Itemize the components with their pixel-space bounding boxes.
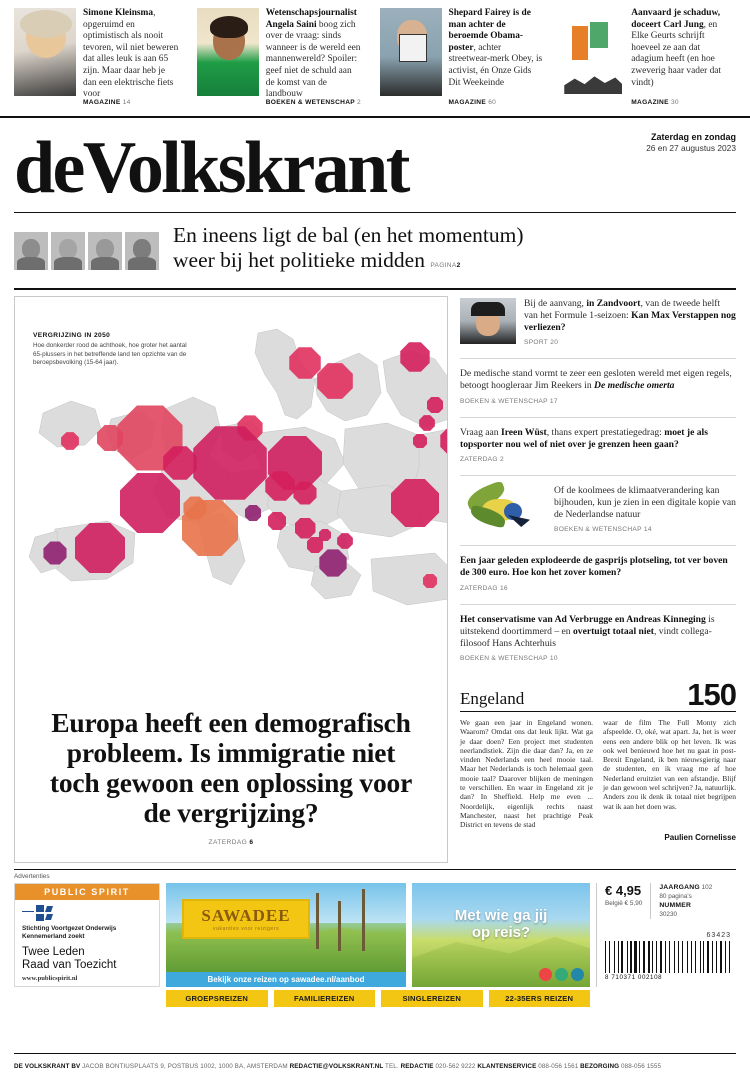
columnist-column-2: waar de film The Full Monty zich afspeelde. O, oké, wat apart. Ja, het is weer eens een andere blik op het leven. Ik was ook wel benieuwd hoe het nu gaat in post-Brexit Engeland, ik ben nieuwsgierig naar de studenten, en ik vraag me af hoe Nederland eruitziet van een afstandje. Blijf je dan gewoon wel schrijven? Ja, natuurlijk. Anders zou ik denk ik totaal niet begrijpen wat ik aan het doen was. [603, 717, 736, 811]
teaser-illustration-carl-jung [562, 8, 624, 96]
lead-story-section-ref[interactable]: ZATERDAG 6 [208, 839, 254, 846]
ad-public-spirit-banner: PUBLIC SPIRIT [15, 884, 159, 900]
rail-item[interactable] [460, 359, 736, 417]
ad-public-spirit-role: Twee Leden Raad van Toezicht [22, 945, 117, 971]
illustration-koolmees-bird [460, 485, 546, 536]
map-octagon-marker [268, 512, 287, 531]
rail-item-text: Het conservatisme van Ad Verbrugge en Andreas Kinneging is uitstekend doortimmerd – en overtuigt totaal niet, vindt collega-filosoof Hans Achterhuis BOEKEN & WETENSCHAP 10 [460, 614, 736, 665]
main-content [0, 290, 750, 863]
barcode-number: 8 710371 002108 [605, 974, 663, 981]
map-octagon-marker [295, 518, 316, 539]
issue-number-label: NUMMER [659, 902, 692, 909]
columnist-header [460, 676, 736, 712]
teaser-text [449, 8, 545, 112]
dateline [646, 132, 736, 154]
footer-company: DE VOLKSKRANT BV [14, 1063, 81, 1070]
columnist-title: Engeland [460, 688, 525, 708]
rail-item-section[interactable]: BOEKEN & WETENSCHAP 14 [554, 526, 652, 534]
advertisement-strip [14, 869, 736, 1007]
map-octagon-marker [317, 363, 353, 399]
teaser-photo-simone-kleinsma [14, 8, 76, 96]
ad-travel-companion[interactable] [412, 883, 590, 987]
columnist-episode-number: 150 [687, 676, 736, 712]
columnist-byline: Paulien Cornelisse [664, 832, 736, 842]
teaser-body: , opgeruimd en optimistisch als nooit tevoren, wil niet beweren dat alles leuk is aan 65 zijn. Maar daar heb je dan een elektrische fiets voor [83, 8, 179, 100]
public-spirit-logo-icon [22, 905, 56, 921]
teaser-text [266, 8, 362, 112]
teaser-body: boog zich over de vraag: sinds wanneer is de wereld een mannenwereld? Spoiler: geef niet de schuld aan de komst van de landbouw [265, 19, 361, 100]
teaser-body: , achter streetwear-merk Obey, is activist, én Onze Gids Dit Weekeinde [448, 42, 543, 88]
teaser-item[interactable] [14, 8, 188, 112]
ad-sawadee[interactable] [166, 883, 406, 987]
teaser-section[interactable]: MAGAZINE 14 [83, 99, 131, 107]
badge-icon [539, 968, 552, 981]
map-octagon-marker [440, 426, 447, 455]
top-teaser-strip [0, 0, 750, 118]
teaser-body: , en Elke Geurts schrijft hoeveel ze aan dat adagium heeft (en hoe zweverig haar vader dat vindt) [631, 19, 722, 88]
barcode-addon-number: 63423 [706, 932, 731, 939]
lead-headline-band[interactable] [0, 213, 750, 288]
rail-item-text: Bij de aanvang, in Zandvoort, van de tweede helft van het Formule 1-seizoen: Kan Max Verstappen nog verliezen? SPORT 20 [524, 298, 736, 349]
barcode-bars [605, 941, 733, 973]
teaser-lead: Aanvaard je schaduw, doceert Carl Jung [631, 8, 721, 30]
columnist-column-1: We gaan een jaar in Engeland wonen. Waarom? Omdat ons dat leuk lijkt. Wat ga je daar doen? Een project met studenten neerlandistiek. Zijn die daar dan? Ja, en ze vinden Nederlands een heel mooie taal. Maar het Nederlands is toch helemaal geen mooie taal? Daarover blijken de meningen te verschillen. En waar in Engeland zit je dan? In Sheffield. Help me even ... Noordelijk, eigenlijk rechts naast Manchester, naast het prachtige Peak District en tevens de stad [460, 717, 593, 830]
footer-bezorging: 088-056 1555 [619, 1063, 662, 1070]
price-and-issue-box [596, 883, 736, 987]
map-octagon-marker [307, 537, 324, 554]
issue-meta [650, 883, 712, 919]
ad-sawadee-brand: SAWADEE [201, 906, 291, 925]
map-octagon-marker [400, 342, 429, 371]
illustration-rock [564, 72, 622, 94]
footer-klantenservice: 088-056 1561 [536, 1063, 581, 1070]
portrait-thumbnail [14, 232, 48, 270]
rail-item-text: Of de koolmees de klimaatverandering kan bijhouden, kun je zien in een digitale kopie van de Nederlandse natuur BOEKEN & WETENSCHAP 14 [554, 485, 736, 536]
price-amount: € 4,95 [605, 883, 642, 898]
rail-item-section[interactable]: BOEKEN & WETENSCHAP 17 [460, 397, 558, 405]
rail-item[interactable] [460, 546, 736, 604]
map-octagon-marker [319, 549, 346, 576]
map-octagon-marker [245, 505, 262, 522]
badge-icon [571, 968, 584, 981]
band-headline-line1: En ineens ligt de bal (en het momentum) [173, 223, 524, 247]
volume-value: 102 [701, 884, 713, 891]
teaser-text [83, 8, 179, 112]
band-page-ref[interactable]: PAGINA2 [430, 262, 461, 269]
lead-story-headline-block[interactable] [15, 708, 447, 846]
footer-redactie-label: REDACTIE [400, 1063, 434, 1070]
newspaper-logo[interactable]: deVolkskrant [14, 127, 408, 209]
rail-item[interactable] [460, 296, 736, 359]
map-octagon-marker [61, 432, 79, 450]
dateline-date: 26 en 27 augustus 2023 [646, 143, 736, 153]
rail-item-section[interactable]: ZATERDAG 2 [460, 455, 504, 463]
price-row [605, 883, 736, 919]
teaser-lead: Simone Kleinsma [83, 8, 154, 18]
teaser-section[interactable]: MAGAZINE 30 [631, 99, 679, 107]
ad-sawadee-tagline: vakanties voor reizigers [212, 926, 280, 932]
rail-item[interactable] [460, 605, 736, 674]
map-octagon-marker [427, 397, 444, 414]
advertisements-label: Advertenties [14, 873, 50, 880]
lead-story-headline: Europa heeft een demografisch probleem. Is immigratie niet toch gewoon een oplossing voor de vergrijzing? [49, 707, 413, 828]
footer-redactie: 020-562 9222 [433, 1063, 478, 1070]
map-octagon-marker [163, 446, 197, 480]
map-octagon-marker [75, 523, 125, 573]
ad-sawadee-categories [14, 990, 736, 1007]
photo-max-verstappen [460, 298, 516, 344]
map-feature-panel[interactable] [14, 296, 448, 863]
palm-tree-icon [338, 901, 341, 951]
ad-category-2235ers[interactable]: 22-35ERS REIZEN [489, 990, 591, 1007]
band-headline [173, 223, 523, 278]
colophon-footer [14, 1053, 736, 1079]
ad-quality-badges [539, 968, 584, 981]
price-group [605, 883, 642, 919]
rail-item-section[interactable]: SPORT 20 [524, 339, 559, 347]
map-octagon-marker [423, 574, 438, 589]
rail-item[interactable] [460, 418, 736, 476]
map-octagon-marker [413, 434, 428, 449]
teaser-lead: Shepard Fairey is de man achter de beroemde Obama-poster [448, 8, 531, 53]
politician-portraits [14, 232, 159, 270]
map-octagon-marker [265, 471, 294, 500]
map-octagon-marker [419, 415, 435, 431]
teaser-item[interactable] [188, 8, 371, 112]
ad-category-groepsreizen[interactable]: GROEPSREIZEN [166, 990, 268, 1007]
footer-email: REDACTIE@VOLKSKRANT.NL [289, 1063, 384, 1070]
columnist-block[interactable] [460, 676, 736, 842]
band-headline-line2: weer bij het politieke midden PAGINA2 [173, 248, 461, 272]
columnist-body [460, 718, 736, 830]
page-count: 80 pagina's [659, 893, 692, 900]
teaser-photo-shepard-fairey [380, 8, 442, 96]
rail-item-section[interactable]: BOEKEN & WETENSCHAP 10 [460, 654, 558, 662]
ad-public-spirit-org: Stichting Voortgezet Onderwijs Kennemerland zoekt [22, 925, 117, 940]
map-octagon-marker [289, 347, 321, 379]
palm-tree-icon [316, 893, 319, 949]
teaser-section[interactable]: BOEKEN & WETENSCHAP 2 [265, 99, 361, 107]
teaser-photo-angela-saini [197, 8, 259, 96]
dateline-weekday: Zaterdag en zondag [650, 132, 736, 142]
rail-item[interactable] [460, 476, 736, 546]
teaser-text [631, 8, 727, 112]
rail-item-section[interactable]: ZATERDAG 16 [460, 584, 508, 592]
ad-category-singlereizen[interactable]: SINGLEREIZEN [381, 990, 483, 1007]
footer-klantenservice-label: KLANTENSERVICE [477, 1063, 537, 1070]
teaser-lead: Wetenschapsjournalist Angela Saini [265, 8, 357, 30]
ad-category-familiereizen[interactable]: FAMILIEREIZEN [274, 990, 376, 1007]
ad-sawadee-signboard [182, 899, 310, 939]
map-caption-text: Hoe donkerder rood de achthoek, hoe groter het aantal 65-plussers in het betreffende land ten opzichte van de beroepsbevolking (15-64 jaar). [33, 342, 187, 367]
portrait-thumbnail [88, 232, 122, 270]
rail-item-text: Vraag aan Ireen Wüst, thans expert prestatiegedrag: moet je als topsporter nou wel of niet over je grenzen heen gaan? ZATERDAG 2 [460, 427, 736, 466]
ad-sawadee-cta[interactable]: Bekijk onze reizen op sawadee.nl/aanbod [166, 972, 406, 987]
rail-item-text: Een jaar geleden explodeerde de gasprijs plotseling, tot ver boven de 300 euro. Hoe kon het zover komen? ZATERDAG 16 [460, 555, 736, 594]
portrait-thumbnail [125, 232, 159, 270]
teaser-item[interactable] [553, 8, 736, 112]
map-octagon-marker [120, 473, 181, 534]
map-caption [33, 332, 193, 368]
ad-travel-headline: Met wie ga jij op reis? [454, 907, 548, 941]
rail-item-text: De medische stand vormt te zeer een gesloten wereld met eigen regels, betoogt hoogleraar Jim Reekers in De medische omerta BOEKEN & WETENSCHAP 17 [460, 368, 736, 407]
ad-public-spirit-url[interactable]: www.publicspirit.nl [22, 975, 78, 982]
ad-public-spirit[interactable] [14, 883, 160, 987]
right-news-rail [448, 296, 736, 863]
masthead [0, 118, 750, 208]
map-caption-title: VERGRIJZING IN 2050 [33, 332, 111, 339]
footer-tel-label: TEL. [383, 1063, 401, 1070]
footer-bezorging-label: BEZORGING [580, 1063, 620, 1070]
map-octagon-marker [43, 541, 66, 564]
price-belgium: België € 5,90 [605, 900, 643, 907]
portrait-thumbnail [51, 232, 85, 270]
map-octagon-marker [337, 533, 353, 549]
issue-number: 30230 [659, 911, 678, 918]
footer-address: JACOB BONTIUSPLAATS 9, POSTBUS 1002, 1000 BA, AMSTERDAM [80, 1063, 290, 1070]
volume-label: JAARGANG [659, 884, 700, 891]
teaser-section[interactable]: MAGAZINE 60 [448, 99, 497, 107]
ad-public-spirit-body [15, 900, 159, 977]
teaser-item[interactable] [371, 8, 554, 112]
palm-tree-icon [362, 889, 365, 951]
advertisements-row [14, 883, 736, 987]
map-octagon-marker [391, 479, 439, 527]
barcode [605, 932, 733, 983]
badge-icon [555, 968, 568, 981]
